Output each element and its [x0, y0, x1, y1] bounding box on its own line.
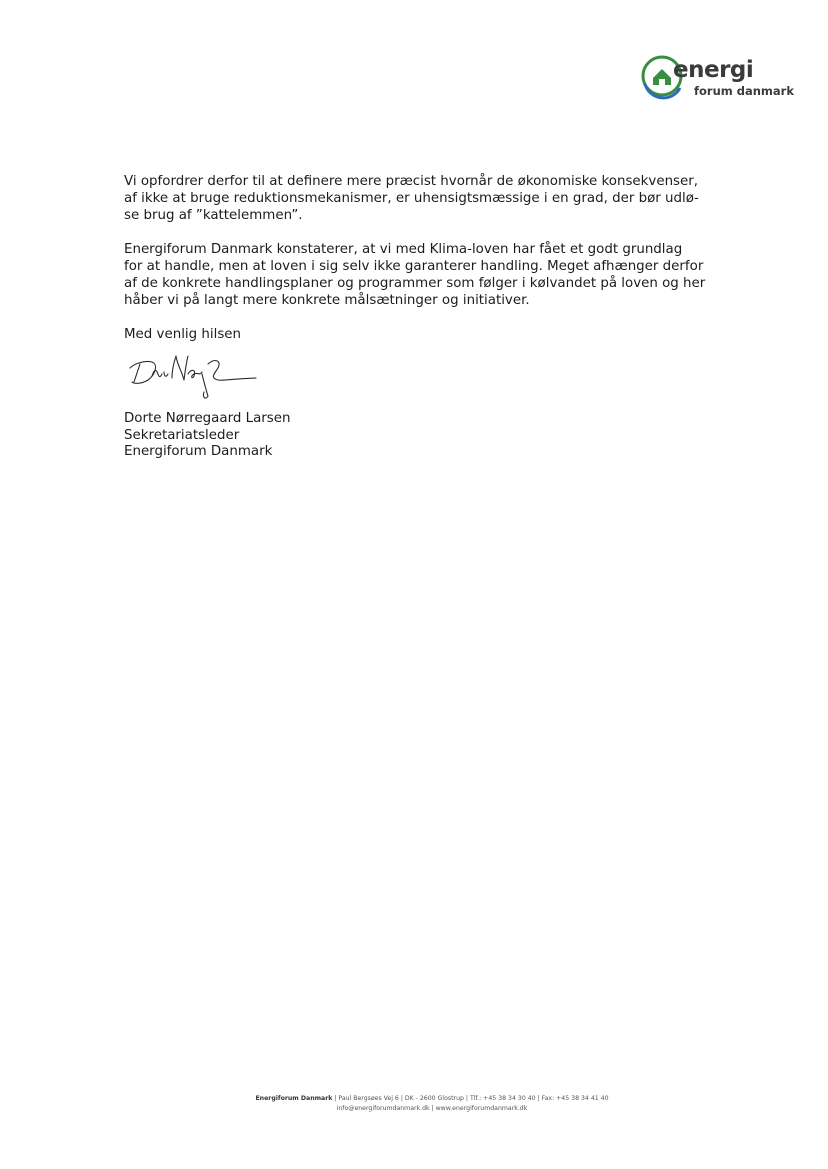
closing-salutation: Med venlig hilsen: [124, 327, 242, 342]
text-line: af ikke at bruge reduktionsmekanismer, er uhensigtsmæssige i en grad, der bør udlø-: [124, 191, 699, 206]
energiforum-logo: [640, 54, 794, 104]
letter-footer: [0, 1094, 828, 1114]
footer-address: | Paul Bergsøes Vej 6 | DK - 2600 Glostrup | Tlf.: +45 38 34 30 40 | Fax: +45 38 34 41 40: [332, 1095, 609, 1102]
footer-org: Energiforum Danmark: [255, 1095, 333, 1102]
paragraph-1: [124, 173, 724, 224]
text-line: håber vi på langt mere konkrete målsætninger og initiativer.: [124, 293, 530, 308]
text-line: se brug af ”kattelemmen”.: [124, 208, 303, 223]
handwritten-signature: [122, 346, 262, 406]
text-line: Vi opfordrer derfor til at definere mere præcist hvornår de økonomiske konsekvenser,: [124, 174, 699, 189]
footer-address-line: [36, 1094, 828, 1104]
sender-block: [124, 411, 291, 461]
logo-wordmark: energi: [673, 57, 754, 83]
footer-contact: info@energiforumdanmark.dk | www.energiforumdanmark.dk: [336, 1105, 528, 1112]
letter-body: [124, 173, 724, 343]
text-line: af de konkrete handlingsplaner og programmer som følger i kølvandet på loven og her: [124, 276, 706, 291]
text-line: Energiforum Danmark konstaterer, at vi med Klima-loven har fået et godt grundlag: [124, 242, 683, 257]
sender-title: Sekretariatsleder: [124, 427, 240, 443]
sender-name: Dorte Nørregaard Larsen: [124, 411, 291, 426]
sender-organization: Energiforum Danmark: [124, 444, 273, 459]
logo-subtitle: forum danmark: [694, 84, 794, 98]
paragraph-2: [124, 241, 724, 309]
text-line: for at handle, men at loven i sig selv ikke garanterer handling. Meget afhænger derfor: [124, 259, 704, 274]
